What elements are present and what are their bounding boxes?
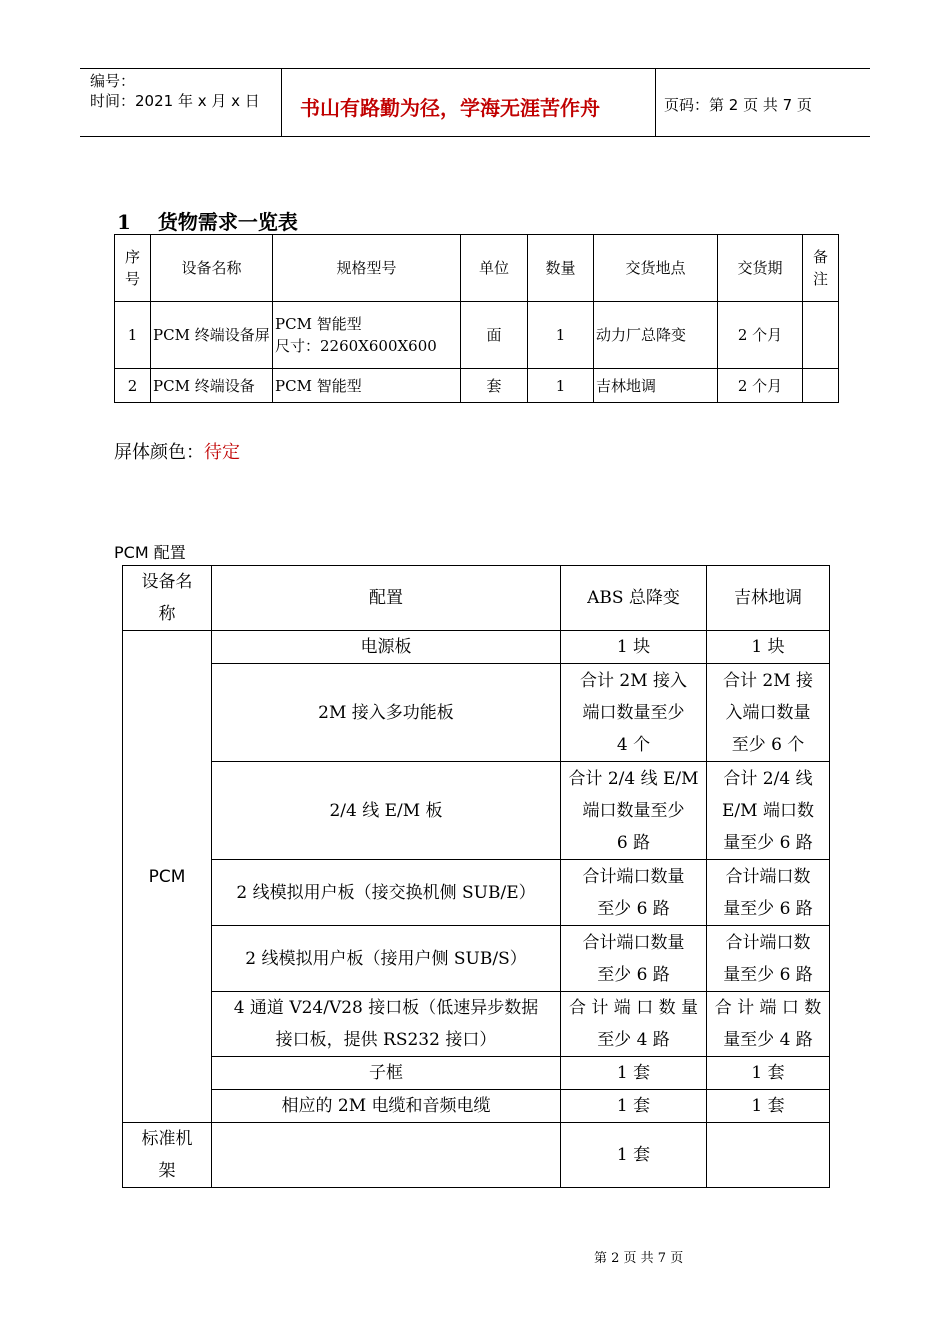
pcm-device-cell: PCM xyxy=(123,631,212,1123)
goods-table-header-row xyxy=(115,235,839,302)
goods-header-qty: 数量 xyxy=(528,235,594,302)
pcm-jilin-cell: 1 套 xyxy=(707,1057,830,1090)
table-row xyxy=(123,926,830,992)
pcm-abs-cell: 1 块 xyxy=(561,631,707,664)
goods-header-spec: 规格型号 xyxy=(273,235,461,302)
pcm-jilin-cell: 合计 2/4 线 E/M 端口数 量至少 6 路 xyxy=(707,762,830,860)
pcm-abs-cell: 1 套 xyxy=(561,1057,707,1090)
goods-cell-note xyxy=(803,302,839,369)
table-row xyxy=(123,992,830,1057)
pcm-config-cell: 2/4 线 E/M 板 xyxy=(212,762,561,860)
pcm-jilin-cell: 合计 2M 接 入端口数量 至少 6 个 xyxy=(707,664,830,762)
pcm-table-header-row xyxy=(123,566,830,631)
goods-cell-name: PCM 终端设备 xyxy=(151,369,273,403)
header-top-rule xyxy=(80,68,870,69)
header-motto: 书山有路勤为径，学海无涯苦作舟 xyxy=(300,96,600,120)
pcm-config-cell: 电源板 xyxy=(212,631,561,664)
goods-cell-unit: 面 xyxy=(461,302,528,369)
goods-header-seq: 序 号 xyxy=(115,235,151,302)
header-date: 时间：2021 年 x 月 x 日 xyxy=(90,92,260,110)
pcm-jilin-cell: 1 套 xyxy=(707,1090,830,1123)
pcm-config-cell: 2 线模拟用户板（接交换机侧 SUB/E） xyxy=(212,860,561,926)
table-row xyxy=(123,1057,830,1090)
goods-cell-place: 吉林地调 xyxy=(594,369,718,403)
pcm-header-config: 配置 xyxy=(212,566,561,631)
pcm-jilin-cell: 合计端口数 量至少 6 路 xyxy=(707,860,830,926)
goods-header-period: 交货期 xyxy=(718,235,803,302)
goods-cell-qty: 1 xyxy=(528,302,594,369)
pcm-abs-cell: 合计端口数量 至少 6 路 xyxy=(561,926,707,992)
goods-cell-note xyxy=(803,369,839,403)
pcm-abs-cell: 1 套 xyxy=(561,1090,707,1123)
pcm-rack-device-cell: 标准机 架 xyxy=(123,1123,212,1188)
table-row xyxy=(123,1090,830,1123)
header-divider-right xyxy=(655,68,656,136)
goods-header-place: 交货地点 xyxy=(594,235,718,302)
pcm-abs-cell: 合 计 端 口 数 量 至少 4 路 xyxy=(561,992,707,1057)
goods-header-note: 备 注 xyxy=(803,235,839,302)
pcm-config-cell: 2M 接入多功能板 xyxy=(212,664,561,762)
pcm-jilin-cell: 合 计 端 口 数 量至少 4 路 xyxy=(707,992,830,1057)
section-heading-number: 1 xyxy=(117,210,131,234)
goods-cell-name: PCM 终端设备屏 xyxy=(151,302,273,369)
page-footer: 第 2 页 共 7 页 xyxy=(594,1251,684,1266)
table-row xyxy=(123,664,830,762)
pcm-jilin-cell: 合计端口数 量至少 6 路 xyxy=(707,926,830,992)
section-heading xyxy=(117,206,298,235)
pcm-rack-jilin-cell xyxy=(707,1123,830,1188)
pcm-config-cell: 2 线模拟用户板（接用户侧 SUB/S） xyxy=(212,926,561,992)
header-page-info: 页码：第 2 页 共 7 页 xyxy=(664,96,812,114)
goods-cell-qty: 1 xyxy=(528,369,594,403)
pcm-config-cell: 子框 xyxy=(212,1057,561,1090)
goods-header-name: 设备名称 xyxy=(151,235,273,302)
pcm-abs-cell: 合计 2M 接入 端口数量至少 4 个 xyxy=(561,664,707,762)
pcm-config-title: PCM 配置 xyxy=(114,543,186,562)
goods-header-unit: 单位 xyxy=(461,235,528,302)
goods-table xyxy=(114,234,839,403)
goods-cell-spec: PCM 智能型 尺寸：2260X600X600 xyxy=(273,302,461,369)
pcm-config-table xyxy=(122,565,830,1188)
pcm-config-cell: 相应的 2M 电缆和音频电缆 xyxy=(212,1090,561,1123)
header-number-label: 编号： xyxy=(90,72,136,90)
goods-cell-unit: 套 xyxy=(461,369,528,403)
goods-cell-spec: PCM 智能型 xyxy=(273,369,461,403)
header-bottom-rule xyxy=(80,136,870,137)
goods-cell-period: 2 个月 xyxy=(718,369,803,403)
pcm-header-abs: ABS 总降变 xyxy=(561,566,707,631)
screen-color-value: 待定 xyxy=(204,442,240,463)
pcm-rack-abs-cell: 1 套 xyxy=(561,1123,707,1188)
screen-color-line xyxy=(114,438,240,464)
pcm-header-jilin: 吉林地调 xyxy=(707,566,830,631)
goods-cell-place: 动力厂总降变 xyxy=(594,302,718,369)
pcm-rack-config-cell xyxy=(212,1123,561,1188)
goods-cell-seq: 1 xyxy=(115,302,151,369)
pcm-header-device: 设备名 称 xyxy=(123,566,212,631)
table-row xyxy=(123,762,830,860)
table-row xyxy=(123,631,830,664)
pcm-config-cell: 4 通道 V24/V28 接口板（低速异步数据 接口板，提供 RS232 接口） xyxy=(212,992,561,1057)
section-heading-text: 货物需求一览表 xyxy=(157,210,298,234)
table-row xyxy=(115,369,839,403)
header-divider-left xyxy=(281,68,282,136)
goods-cell-seq: 2 xyxy=(115,369,151,403)
pcm-jilin-cell: 1 块 xyxy=(707,631,830,664)
pcm-abs-cell: 合计端口数量 至少 6 路 xyxy=(561,860,707,926)
pcm-abs-cell: 合计 2/4 线 E/M 端口数量至少 6 路 xyxy=(561,762,707,860)
screen-color-label: 屏体颜色： xyxy=(114,442,204,463)
table-row xyxy=(115,302,839,369)
table-row xyxy=(123,860,830,926)
goods-cell-period: 2 个月 xyxy=(718,302,803,369)
table-row xyxy=(123,1123,830,1188)
